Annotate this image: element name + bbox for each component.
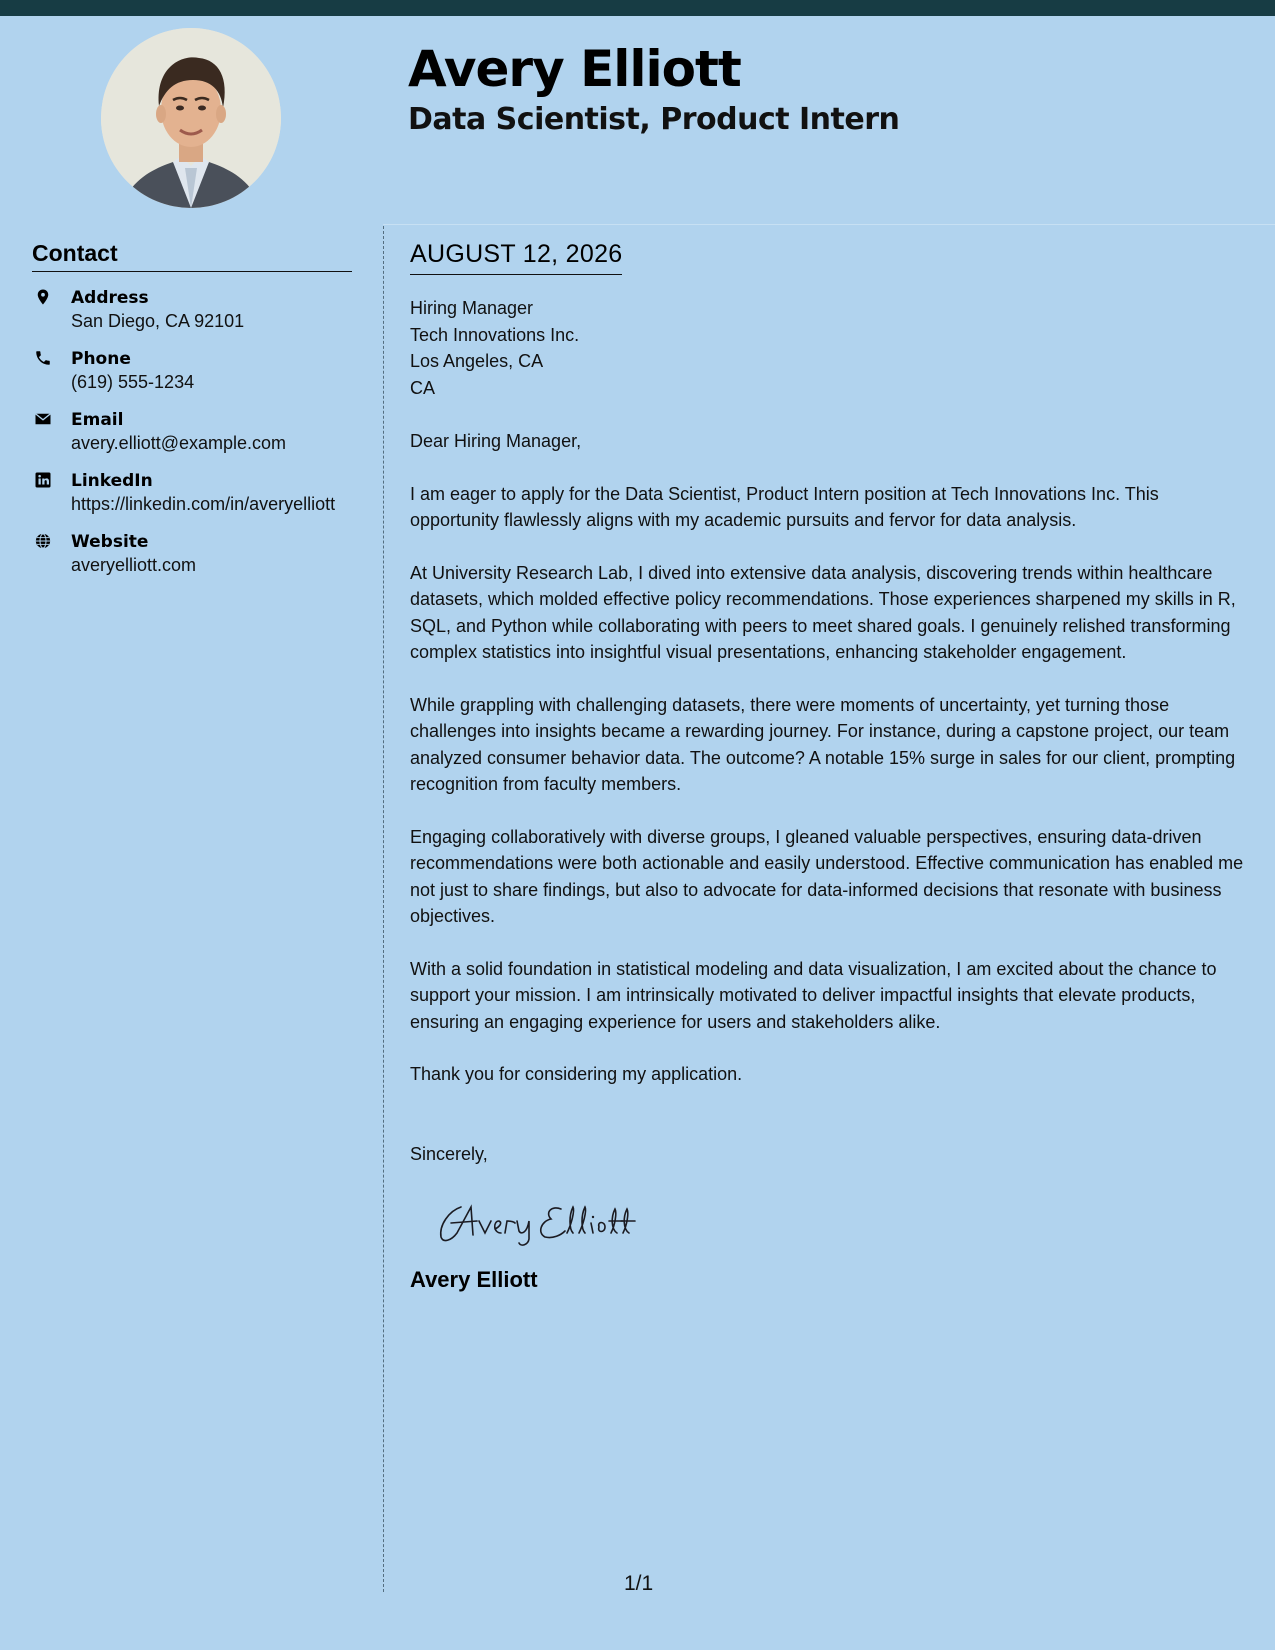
contact-label: Address bbox=[71, 288, 149, 308]
address-value: San Diego, CA 92101 bbox=[71, 311, 245, 331]
globe-icon bbox=[34, 532, 52, 550]
contact-item-phone bbox=[32, 347, 352, 394]
recipient-line: Hiring Manager bbox=[410, 298, 534, 318]
body-paragraph: While grappling with challenging datasets, there were moments of uncertainty, yet turning those challenges into insights became a rewarding journey. For instance, during a capstone project, our team analyzed consumer behavior data. The outcome? A notable 15% surge in sales for our client, prompting recognition from faculty members. bbox=[410, 694, 1236, 794]
applicant-name: Avery Elliott bbox=[408, 40, 741, 98]
phone-value: (619) 555-1234 bbox=[71, 372, 195, 392]
header-divider bbox=[383, 224, 1275, 225]
body-paragraph: Engaging collaboratively with diverse groups, I gleaned valuable perspectives, ensuring data-driven recommendations were both actionable and easily understood. Effective communication has enabled me not just to share findings, but also to advocate for data-informed decisions that resonate with business objectives. bbox=[410, 826, 1244, 926]
website-value[interactable]: averyelliott.com bbox=[71, 555, 197, 575]
signer-name: Avery Elliott bbox=[410, 1267, 538, 1292]
body-paragraph: With a solid foundation in statistical modeling and data visualization, I am excited about the chance to support your mission. I am intrinsically motivated to deliver impactful insights that elevate products, ensuring an engaging experience for users and stakeholders alike. bbox=[410, 958, 1217, 1032]
map-pin-icon bbox=[34, 288, 52, 306]
contact-label: Website bbox=[71, 532, 149, 552]
linkedin-value[interactable]: https://linkedin.com/in/averyelliott bbox=[71, 494, 336, 514]
contact-sidebar bbox=[32, 240, 352, 577]
contact-heading: Contact bbox=[32, 240, 352, 272]
contact-label: Phone bbox=[71, 349, 131, 369]
contact-item-website bbox=[32, 530, 352, 577]
contact-item-email bbox=[32, 408, 352, 455]
recipient-line: Tech Innovations Inc. bbox=[410, 324, 580, 345]
profile-photo bbox=[101, 28, 281, 208]
letter-date: AUGUST 12, 2026 bbox=[410, 240, 622, 275]
email-value[interactable]: avery.elliott@example.com bbox=[71, 433, 287, 453]
body-paragraph: Thank you for considering my application. bbox=[410, 1064, 743, 1084]
salutation: Dear Hiring Manager, bbox=[410, 431, 582, 451]
body-paragraph: At University Research Lab, I dived into extensive data analysis, discovering trends within healthcare datasets, which molded effective policy recommendations. Those experiences sharpened my skills in R, SQL, and Python while collaborating with peers to meet shared goals. I genuinely relished transforming complex statistics into insightful visual presentations, enhancing stakeholder engagement. bbox=[410, 562, 1236, 662]
closing: Sincerely, bbox=[410, 1143, 488, 1164]
applicant-title: Data Scientist, Product Intern bbox=[408, 102, 900, 137]
contact-item-linkedin bbox=[32, 469, 352, 516]
contact-label: Email bbox=[71, 410, 124, 430]
contact-item-address bbox=[32, 286, 352, 333]
page-number: 1/1 bbox=[624, 1572, 654, 1595]
recipient-block bbox=[410, 295, 1250, 401]
contact-label: LinkedIn bbox=[71, 471, 153, 491]
envelope-icon bbox=[34, 410, 52, 428]
linkedin-icon bbox=[34, 471, 52, 489]
letter-body bbox=[410, 240, 1250, 1293]
body-paragraph: I am eager to apply for the Data Scientist, Product Intern position at Tech Innovations Inc. This opportunity flawlessly aligns with my academic pursuits and fervor for data analysis. bbox=[410, 483, 1159, 530]
recipient-line: CA bbox=[410, 377, 436, 398]
top-bar bbox=[0, 0, 1275, 16]
handwritten-signature bbox=[433, 1193, 1250, 1249]
phone-icon bbox=[34, 349, 52, 367]
recipient-line: Los Angeles, CA bbox=[410, 351, 544, 371]
column-divider bbox=[383, 226, 384, 1592]
